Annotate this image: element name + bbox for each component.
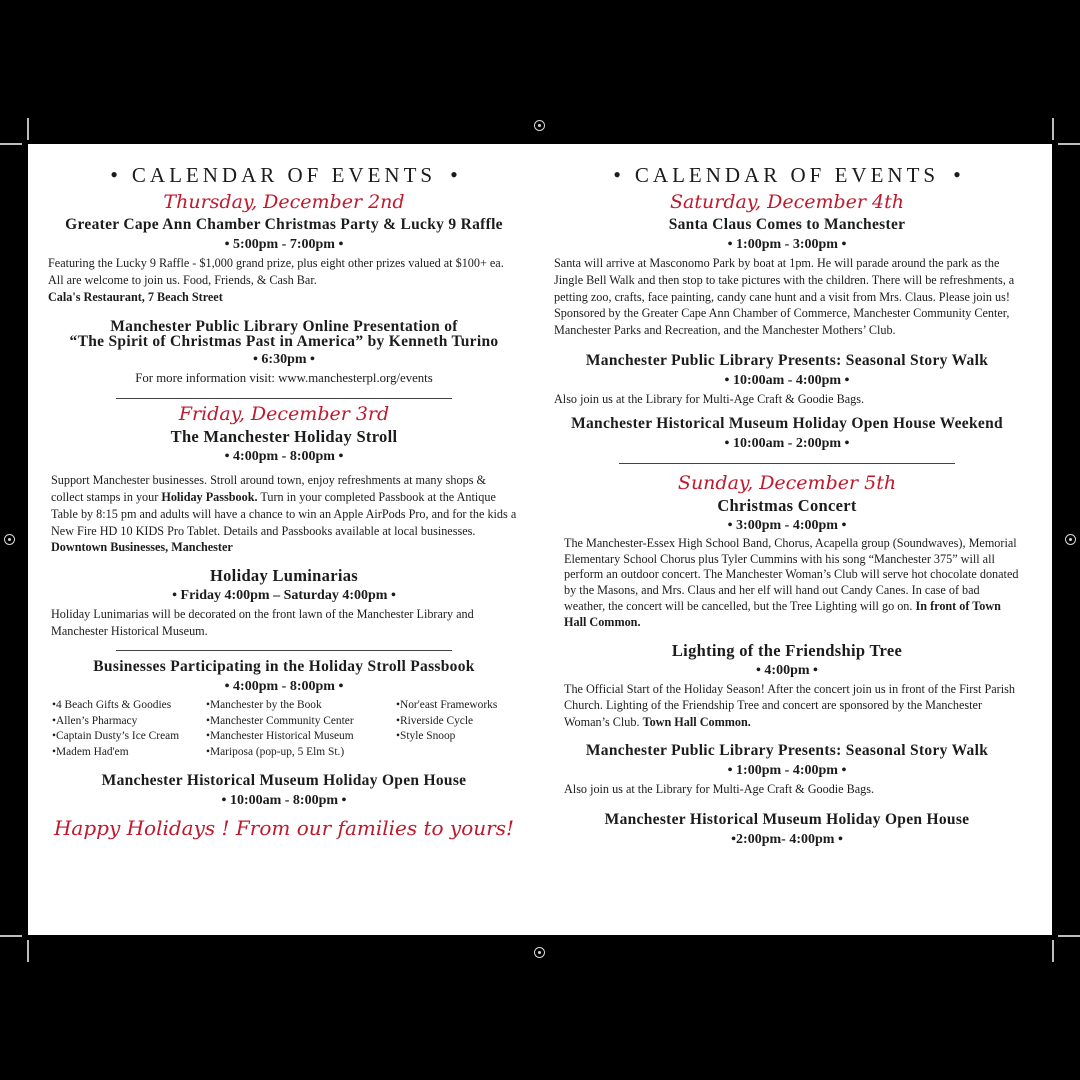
crop-mark bbox=[27, 118, 29, 140]
event-time: • 10:00am - 4:00pm • bbox=[724, 372, 850, 388]
registration-mark-icon bbox=[534, 120, 545, 131]
business-item: • Madem Had'em bbox=[52, 745, 206, 761]
bullet-icon: • bbox=[450, 162, 458, 187]
event-title: Santa Claus Comes to Manchester bbox=[668, 216, 906, 233]
divider bbox=[619, 463, 955, 464]
divider bbox=[116, 650, 452, 651]
event-title: Holiday Luminarias bbox=[210, 566, 358, 586]
event-description-text: The Manchester-Essex High School Band, Chorus, Acapella group (Soundwaves), Memorial Elementary School Chorus plus Tyler Cummins with his song “Manchester 375” will all perform an outdoor concert. The Manchester Woman’s Club will serve hot chocolate donated by the Masons, and Mrs. Claus and her elf will hand out Candy Canes. In case of bad weather, the concert will be cancelled, but the Tree Lighting will go on. bbox=[564, 535, 1019, 613]
closing-greeting: Happy Holidays ! From our families to yours! bbox=[53, 815, 515, 840]
registration-mark-icon bbox=[4, 534, 15, 545]
day-heading: Friday, December 3rd bbox=[178, 403, 390, 426]
event-description-text: Featuring the Lucky 9 Raffle - $1,000 grand prize, plus eight other prizes valued at $100+ ea. All are welcome to join us. Food, Friends, & Cash Bar. bbox=[48, 256, 504, 287]
event-time: • 1:00pm - 4:00pm • bbox=[727, 762, 847, 778]
bullet-icon: • bbox=[613, 162, 621, 187]
event-title: Manchester Historical Museum Holiday Open House bbox=[101, 771, 467, 789]
day-heading: Thursday, December 2nd bbox=[163, 191, 405, 213]
event-description: Also join us at the Library for Multi-Age Craft & Goodie Bags. bbox=[554, 391, 865, 406]
calendar-header bbox=[48, 162, 520, 188]
day-heading: Saturday, December 4th bbox=[670, 191, 904, 213]
event-description: Holiday Lunimarias will be decorated on the front lawn of the Manchester Library and Manchester Historical Museum. bbox=[51, 607, 474, 638]
business-item: • Style Snoop bbox=[396, 729, 497, 745]
event-location: Cala's Restaurant, 7 Beach Street bbox=[48, 289, 223, 304]
business-item: • 4 Beach Gifts & Goodies bbox=[52, 698, 206, 714]
business-list bbox=[52, 698, 520, 761]
event-location: In front of Town Hall Common. bbox=[564, 598, 1001, 629]
event-time: • 5:00pm - 7:00pm • bbox=[224, 237, 344, 252]
divider bbox=[116, 398, 452, 399]
calendar-header bbox=[554, 162, 1020, 188]
event-description: Santa will arrive at Masconomo Park by boat at 1pm. He will parade around the park as the Jingle Bell Walk and then stop to take pictures with the children. There will be refreshments, a petting zoo, crafts, face painting, candy cane hunt and a visit from Mrs. Claus. Please join us! Sponsored by the Greater Cape Ann Chamber of Commerce, Manchester Community Center, Manchester Parks and Recreation, and the Manchester Mothers’ Club. bbox=[554, 256, 1015, 338]
event-time: • 10:00am - 8:00pm • bbox=[221, 792, 347, 808]
business-list-column bbox=[396, 698, 497, 761]
event-description bbox=[564, 536, 1020, 631]
right-page bbox=[554, 162, 1020, 850]
business-item: • Mariposa (pop-up, 5 Elm St.) bbox=[206, 745, 396, 761]
event-description-text: Turn in your completed Passbook at the Antique Table by 8:15 pm and adults will have a chance to win an Apple AirPods Pro, and for the kids a New Fire HD 10 KIDS Pro Tablet. Details and Passbooks available at local businesses. bbox=[51, 489, 517, 538]
event-title-line: “The Spirit of Christmas Past in America” by Kenneth Turino bbox=[69, 333, 499, 351]
event-title: Businesses Participating in the Holiday Stroll Passbook bbox=[93, 657, 475, 675]
crop-mark bbox=[1052, 940, 1054, 962]
event-title-line: Manchester Public Library Online Presentation of bbox=[110, 318, 458, 336]
event-title: Lighting of the Friendship Tree bbox=[671, 640, 903, 660]
business-list-column bbox=[206, 698, 396, 761]
event-time: • 4:00pm • bbox=[756, 662, 818, 678]
event-title: Christmas Concert bbox=[717, 495, 857, 515]
business-item: • Manchester by the Book bbox=[206, 698, 396, 714]
event-title: The Manchester Holiday Stroll bbox=[170, 427, 398, 447]
event-time: • Friday 4:00pm – Saturday 4:00pm • bbox=[172, 588, 396, 604]
bullet-icon: • bbox=[953, 162, 961, 187]
event-title: Manchester Public Library Presents: Seasonal Story Walk bbox=[585, 351, 989, 369]
calendar-header-text: CALENDAR OF EVENTS bbox=[131, 162, 437, 187]
business-list-column bbox=[52, 698, 206, 761]
crop-mark bbox=[27, 940, 29, 962]
business-item: • Captain Dusty’s Ice Cream bbox=[52, 729, 206, 745]
event-time: • 4:00pm - 8:00pm • bbox=[224, 678, 344, 694]
event-title: Greater Cape Ann Chamber Christmas Party & Lucky 9 Raffle bbox=[65, 216, 503, 233]
event-title: Manchester Public Library Presents: Seasonal Story Walk bbox=[585, 741, 989, 759]
crop-mark bbox=[1052, 118, 1054, 140]
event-info: For more information visit: www.manchesterpl.org/events bbox=[135, 371, 433, 386]
bullet-icon: • bbox=[110, 162, 118, 187]
event-location: Town Hall Common. bbox=[642, 715, 751, 730]
event-title bbox=[48, 319, 520, 349]
event-description bbox=[48, 255, 520, 305]
day-heading: Sunday, December 5th bbox=[677, 471, 897, 494]
business-item: • Allen’s Pharmacy bbox=[52, 714, 206, 730]
registration-mark-icon bbox=[534, 947, 545, 958]
event-title: Manchester Historical Museum Holiday Open House bbox=[604, 810, 970, 828]
event-time: • 10:00am - 2:00pm • bbox=[724, 435, 850, 451]
calendar-header-text: CALENDAR OF EVENTS bbox=[634, 162, 940, 187]
registration-mark-icon bbox=[1065, 534, 1076, 545]
crop-mark bbox=[1058, 935, 1080, 937]
event-description: Also join us at the Library for Multi-Age Craft & Goodie Bags. bbox=[564, 781, 875, 796]
crop-mark bbox=[0, 143, 22, 145]
business-item: • Manchester Community Center bbox=[206, 714, 396, 730]
event-time: • 4:00pm - 8:00pm • bbox=[224, 449, 344, 465]
business-item: • Manchester Historical Museum bbox=[206, 729, 396, 745]
business-item: • Riverside Cycle bbox=[396, 714, 497, 730]
event-description-text: The Official Start of the Holiday Season! After the concert join us in front of the First Parish Church. Lighting of the Friendship Tree and concert are sponsored by the Manchester Woman’s Club. bbox=[564, 681, 1015, 730]
business-item: • Nor'east Frameworks bbox=[396, 698, 497, 714]
event-time: • 1:00pm - 3:00pm • bbox=[727, 237, 847, 252]
event-time: •2:00pm- 4:00pm • bbox=[731, 831, 843, 847]
event-description-text: Support Manchester businesses. Stroll around town, enjoy refreshments at many shops & collect stamps in your bbox=[51, 473, 486, 504]
crop-mark bbox=[1058, 143, 1080, 145]
event-description-bold: Holiday Passbook. bbox=[161, 489, 258, 504]
event-title: Manchester Historical Museum Holiday Open House Weekend bbox=[571, 414, 1003, 432]
left-page bbox=[48, 162, 520, 840]
event-description bbox=[564, 681, 1020, 731]
event-location: Downtown Businesses, Manchester bbox=[51, 540, 233, 555]
crop-mark bbox=[0, 935, 22, 937]
event-description bbox=[51, 472, 520, 556]
event-time: • 3:00pm - 4:00pm • bbox=[727, 517, 847, 533]
event-time: • 6:30pm • bbox=[253, 352, 315, 368]
